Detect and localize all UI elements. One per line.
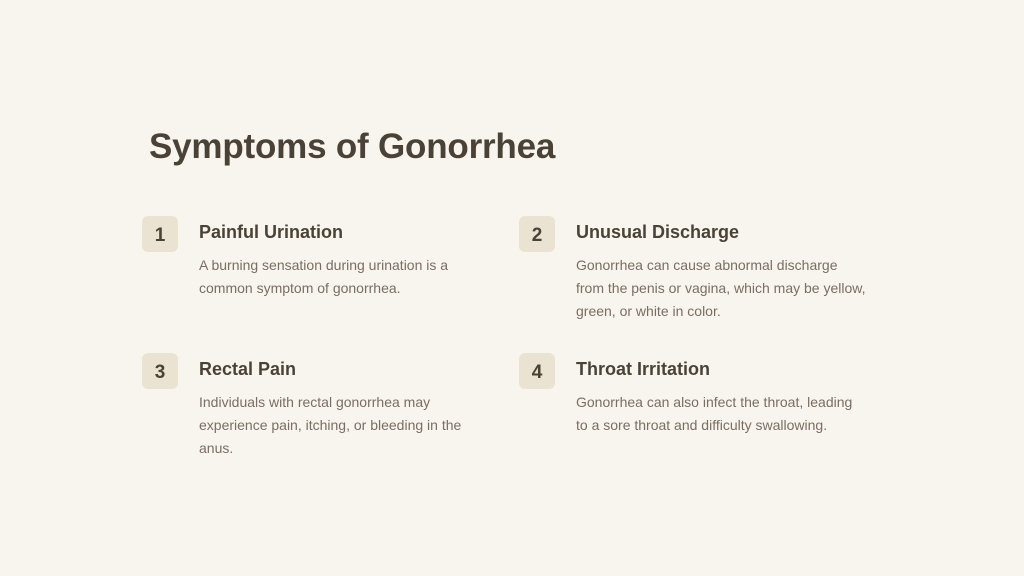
slide-title: Symptoms of Gonorrhea xyxy=(149,127,556,166)
symptom-description: A burning sensation during urination is a common symptom of gonorrhea. xyxy=(199,257,449,296)
symptom-heading: Painful Urination xyxy=(199,222,343,242)
symptom-description: Gonorrhea can cause abnormal discharge from the penis or vagina, which may be yellow, green, or white in color. xyxy=(576,257,866,319)
number-badge: 3 xyxy=(142,353,178,389)
symptom-heading: Unusual Discharge xyxy=(576,222,740,242)
symptom-heading: Rectal Pain xyxy=(199,359,297,379)
number-badge: 2 xyxy=(519,216,555,252)
symptom-description: Individuals with rectal gonorrhea may experience pain, itching, or bleeding in the anus. xyxy=(199,394,462,456)
number-badge: 4 xyxy=(519,353,555,389)
symptom-description: Gonorrhea can also infect the throat, leading to a sore throat and difficulty swallowing. xyxy=(576,394,853,433)
number-badge: 1 xyxy=(142,216,178,252)
symptom-heading: Throat Irritation xyxy=(576,359,710,379)
